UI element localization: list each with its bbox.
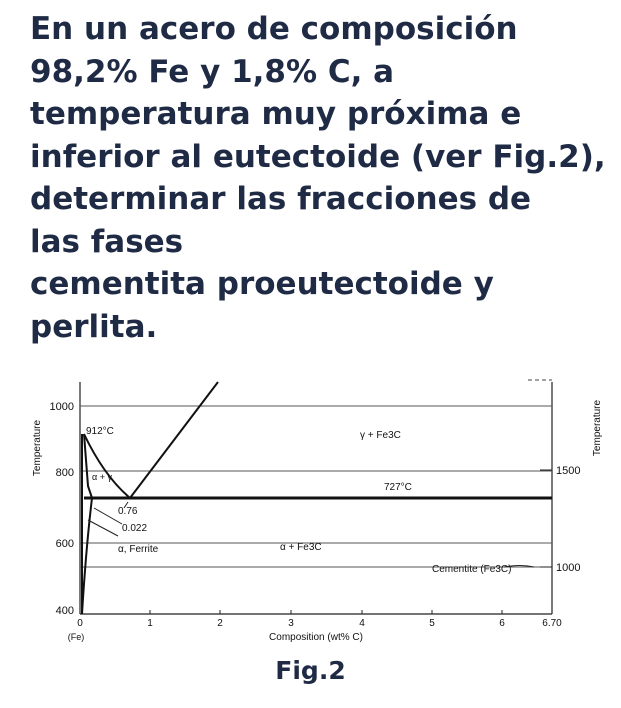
y-tick-label: 800	[55, 467, 74, 479]
x-tick-label: 6	[499, 618, 505, 629]
x-axis-label: Composition (wt% C)	[269, 632, 363, 643]
y-tick-label: 1000	[49, 401, 74, 413]
question-line: 98,2% Fe y 1,8% C, a	[30, 53, 395, 90]
label-0022: 0.022	[122, 523, 148, 534]
label-alpha-gamma: α + γ	[92, 472, 112, 482]
right-tick-label: 1000	[556, 562, 581, 574]
right-ticks	[540, 470, 552, 567]
x-tick-label: 0	[77, 618, 83, 629]
question-line: temperatura muy próxima e	[30, 96, 522, 132]
question-line: inferior al eutectoide (ver Fig.2),	[30, 138, 606, 175]
label-cementite: Cementite (Fe3C)	[432, 564, 512, 575]
right-axis-label: Temperature	[592, 399, 603, 457]
question-text	[30, 8, 615, 348]
left-axis-label: Temperature	[32, 419, 43, 477]
question-line: perlita.	[30, 308, 158, 345]
label-727: 727°C	[384, 482, 412, 493]
label-076: 0.76	[118, 506, 138, 517]
label-alpha-fe3c: α + Fe3C	[280, 542, 322, 553]
y-tick-label: 600	[55, 538, 74, 550]
label-gamma-fe3c: γ + Fe3C	[360, 430, 401, 441]
y-tick-label: 400	[55, 605, 74, 617]
phase-diagram	[0, 368, 621, 653]
right-tick-label: 1500	[556, 465, 581, 477]
figure-caption: Fig.2	[275, 656, 346, 685]
question-line: cementita proeutectoide y	[30, 266, 494, 302]
question-line: En un acero de composición	[30, 11, 518, 47]
question-line: las fases	[30, 223, 184, 260]
x-tick-label: 4	[359, 618, 365, 629]
x-tick-label: 3	[288, 618, 294, 629]
x-sublabel: (Fe)	[67, 632, 85, 642]
question-line: determinar las fracciones de	[30, 181, 532, 217]
x-tick-label: 2	[217, 618, 223, 629]
x-tick-label: 5	[429, 618, 435, 629]
x-tick-label: 6.70	[542, 618, 562, 629]
label-ferrite: α, Ferrite	[118, 544, 159, 555]
label-912: 912°C	[86, 426, 114, 437]
leader-lines	[88, 502, 534, 567]
x-tick-label: 1	[147, 618, 153, 629]
